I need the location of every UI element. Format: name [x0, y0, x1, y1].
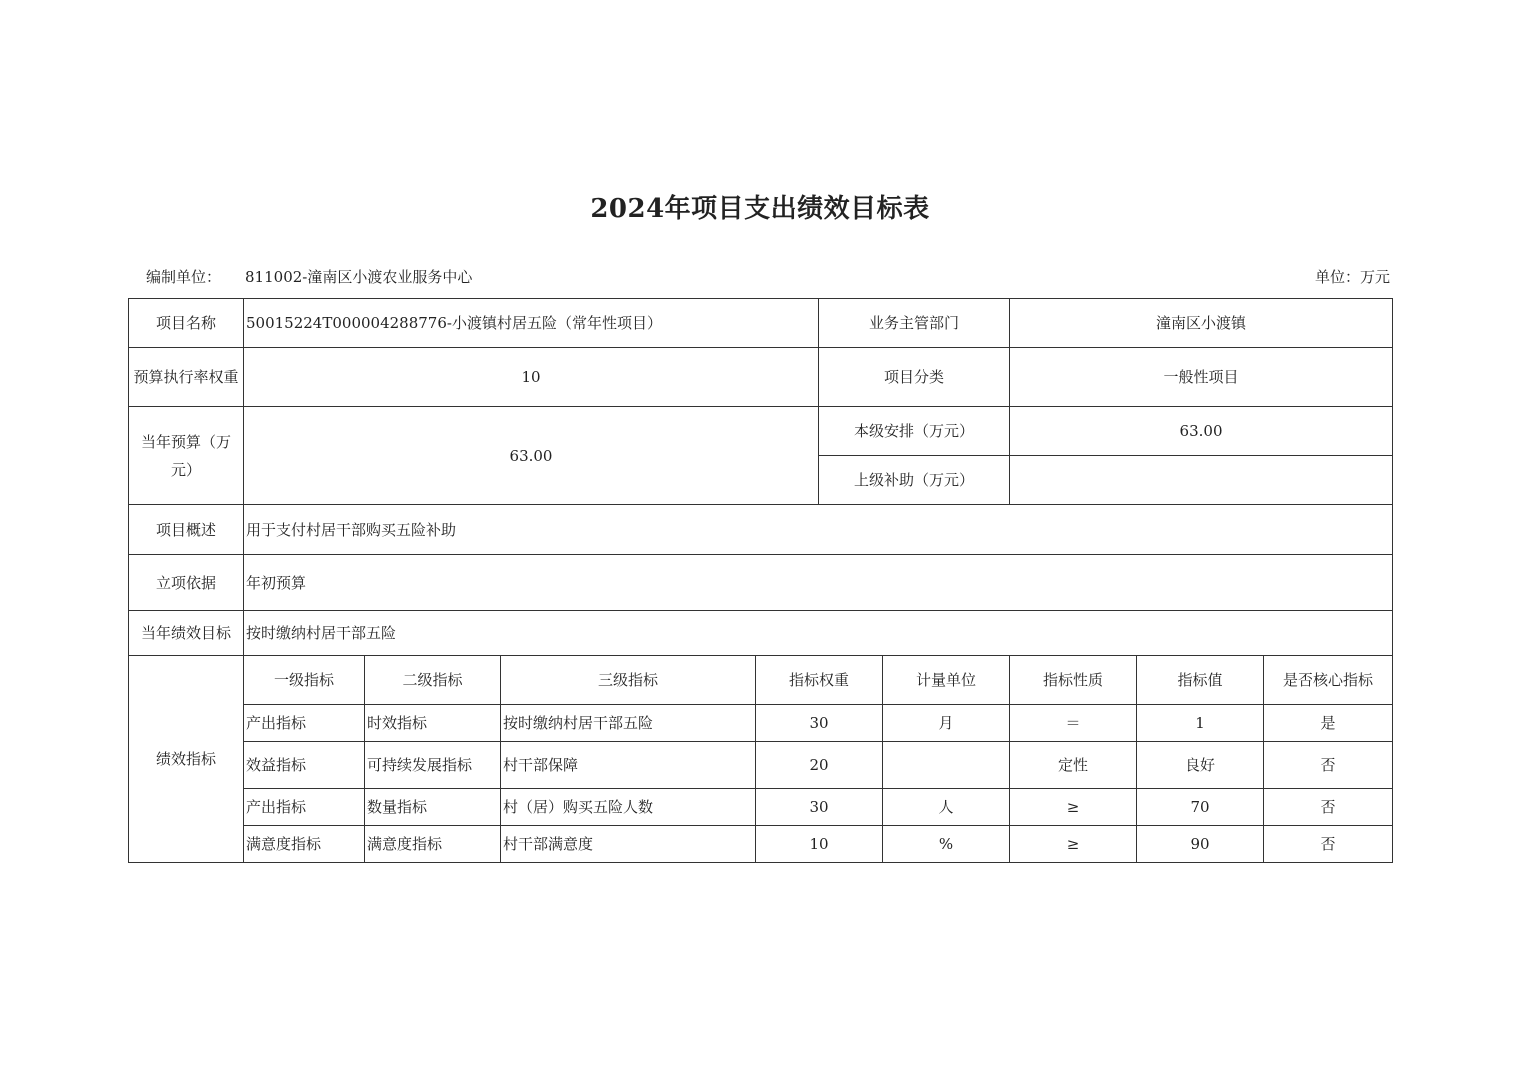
basis-label: 立项依据: [129, 555, 244, 611]
header-cell: 三级指标: [501, 656, 756, 705]
performance-table: [128, 298, 1393, 863]
unit-cell: %: [883, 826, 1010, 863]
table-row: [129, 505, 1393, 555]
local-value: 63.00: [1010, 407, 1393, 456]
upper-value: [1010, 456, 1393, 505]
unit-cell: 人: [883, 789, 1010, 826]
level1-cell: 效益指标: [244, 742, 365, 789]
table-row: [129, 299, 1393, 348]
unit-label: 单位：万元: [1314, 268, 1390, 286]
budget-value: 63.00: [244, 407, 819, 505]
weight-cell: 30: [756, 705, 883, 742]
level3-cell: 按时缴纳村居干部五险: [501, 705, 756, 742]
level2-cell: 数量指标: [365, 789, 501, 826]
nature-cell: ≥: [1010, 789, 1137, 826]
core-cell: 否: [1264, 789, 1393, 826]
indicator-row: [129, 826, 1393, 863]
value-cell: 良好: [1137, 742, 1264, 789]
unit-cell: [883, 742, 1010, 789]
value-cell: 1: [1137, 705, 1264, 742]
weight-cell: 20: [756, 742, 883, 789]
page-title: 2024年项目支出绩效目标表: [590, 194, 930, 224]
overview-value: 用于支付村居干部购买五险补助: [244, 505, 1393, 555]
goal-label: 当年绩效目标: [129, 611, 244, 656]
indicator-row: [129, 705, 1393, 742]
weight-value: 10: [244, 348, 819, 407]
org-info: [146, 266, 472, 287]
category-label: 项目分类: [819, 348, 1010, 407]
core-cell: 是: [1264, 705, 1393, 742]
goal-value: 按时缴纳村居干部五险: [244, 611, 1393, 656]
header-cell: 是否核心指标: [1264, 656, 1393, 705]
dept-label: 业务主管部门: [819, 299, 1010, 348]
local-label: 本级安排（万元）: [819, 407, 1010, 456]
basis-value: 年初预算: [244, 555, 1393, 611]
category-value: 一般性项目: [1010, 348, 1393, 407]
header-cell: 指标值: [1137, 656, 1264, 705]
level3-cell: 村干部满意度: [501, 826, 756, 863]
level1-cell: 满意度指标: [244, 826, 365, 863]
overview-label: 项目概述: [129, 505, 244, 555]
value-cell: 70: [1137, 789, 1264, 826]
value-cell: 90: [1137, 826, 1264, 863]
core-cell: 否: [1264, 742, 1393, 789]
budget-label: 当年预算（万元）: [129, 407, 244, 505]
table-row: [129, 611, 1393, 656]
weight-cell: 30: [756, 789, 883, 826]
weight-cell: 10: [756, 826, 883, 863]
org-value: 811002-潼南区小渡农业服务中心: [245, 268, 473, 286]
level2-cell: 可持续发展指标: [365, 742, 501, 789]
nature-cell: ≥: [1010, 826, 1137, 863]
table-row: [129, 348, 1393, 407]
header-cell: 指标性质: [1010, 656, 1137, 705]
weight-label: 预算执行率权重: [129, 348, 244, 407]
dept-value: 潼南区小渡镇: [1010, 299, 1393, 348]
indicators-section-label: 绩效指标: [129, 656, 244, 863]
nature-cell: 定性: [1010, 742, 1137, 789]
upper-label: 上级补助（万元）: [819, 456, 1010, 505]
level2-cell: 满意度指标: [365, 826, 501, 863]
core-cell: 否: [1264, 826, 1393, 863]
indicator-header-row: [129, 656, 1393, 705]
header-cell: 计量单位: [883, 656, 1010, 705]
unit-cell: 月: [883, 705, 1010, 742]
indicator-row: [129, 789, 1393, 826]
project-name-label: 项目名称: [129, 299, 244, 348]
header-cell: 一级指标: [244, 656, 365, 705]
level3-cell: 村干部保障: [501, 742, 756, 789]
level2-cell: 时效指标: [365, 705, 501, 742]
header-cell: 二级指标: [365, 656, 501, 705]
table-row: [129, 555, 1393, 611]
nature-cell: ＝: [1010, 705, 1137, 742]
org-label: 编制单位：: [146, 268, 222, 286]
indicator-row: [129, 742, 1393, 789]
level1-cell: 产出指标: [244, 705, 365, 742]
project-name-value: 50015224T000004288776-小渡镇村居五险（常年性项目）: [244, 299, 819, 348]
level3-cell: 村（居）购买五险人数: [501, 789, 756, 826]
level1-cell: 产出指标: [244, 789, 365, 826]
header-cell: 指标权重: [756, 656, 883, 705]
table-row: [129, 407, 1393, 456]
